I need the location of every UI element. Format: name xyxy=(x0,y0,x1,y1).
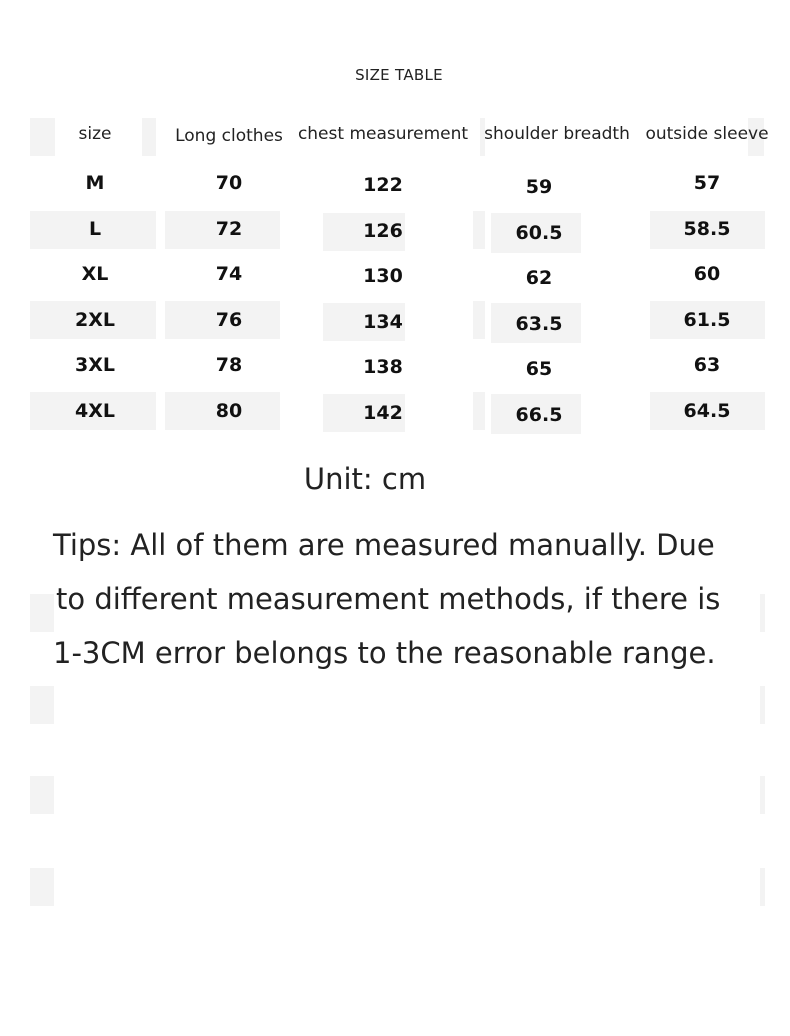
tips-line-1: Tips: All of them are measured manually. Due xyxy=(53,528,715,562)
cell-size: 3XL xyxy=(75,354,115,376)
cell-long-clothes: 76 xyxy=(215,309,243,331)
cell-shoulder-breadth: 65 xyxy=(525,358,553,380)
cell-outside-sleeve: 64.5 xyxy=(683,400,731,422)
cell-chest-measurement: 122 xyxy=(363,174,403,196)
cell-outside-sleeve: 63 xyxy=(693,354,721,376)
cell-shoulder-breadth: 66.5 xyxy=(515,404,563,426)
cell-chest-measurement: 138 xyxy=(363,356,403,378)
cell-shoulder-breadth: 63.5 xyxy=(515,313,563,335)
cell-size: L xyxy=(88,218,102,240)
cell-outside-sleeve: 60 xyxy=(693,263,721,285)
cell-chest-measurement: 134 xyxy=(363,311,403,333)
unit-label: Unit: cm xyxy=(303,462,427,496)
cell-chest-measurement: 126 xyxy=(363,220,403,242)
cell-chest-measurement: 142 xyxy=(363,402,403,424)
column-header-chest-measurement: chest measurement xyxy=(297,124,469,144)
cell-outside-sleeve: 57 xyxy=(693,172,721,194)
cell-shoulder-breadth: 62 xyxy=(525,267,553,289)
cell-shoulder-breadth: 59 xyxy=(525,176,553,198)
cell-outside-sleeve: 58.5 xyxy=(683,218,731,240)
column-header-outside-sleeve: outside sleeve xyxy=(645,124,769,144)
tips-line-3: 1-3CM error belongs to the reasonable range. xyxy=(53,636,716,670)
cell-size: XL xyxy=(81,263,109,285)
tips-text xyxy=(53,518,753,680)
cell-long-clothes: 72 xyxy=(215,218,243,240)
column-header-shoulder-breadth: shoulder breadth xyxy=(484,124,630,144)
cell-long-clothes: 70 xyxy=(215,172,243,194)
cell-size: 4XL xyxy=(75,400,115,422)
tips-line-2: to different measurement methods, if there is xyxy=(56,582,721,616)
cell-long-clothes: 78 xyxy=(215,354,243,376)
cell-long-clothes: 74 xyxy=(215,263,243,285)
column-header-long-clothes: Long clothes xyxy=(175,126,283,146)
cell-size: M xyxy=(85,172,105,194)
cell-shoulder-breadth: 60.5 xyxy=(515,222,563,244)
cell-chest-measurement: 130 xyxy=(363,265,403,287)
cell-outside-sleeve: 61.5 xyxy=(683,309,731,331)
page-title: SIZE TABLE xyxy=(355,66,443,84)
column-header-size: size xyxy=(78,124,112,144)
cell-long-clothes: 80 xyxy=(215,400,243,422)
cell-size: 2XL xyxy=(75,309,115,331)
